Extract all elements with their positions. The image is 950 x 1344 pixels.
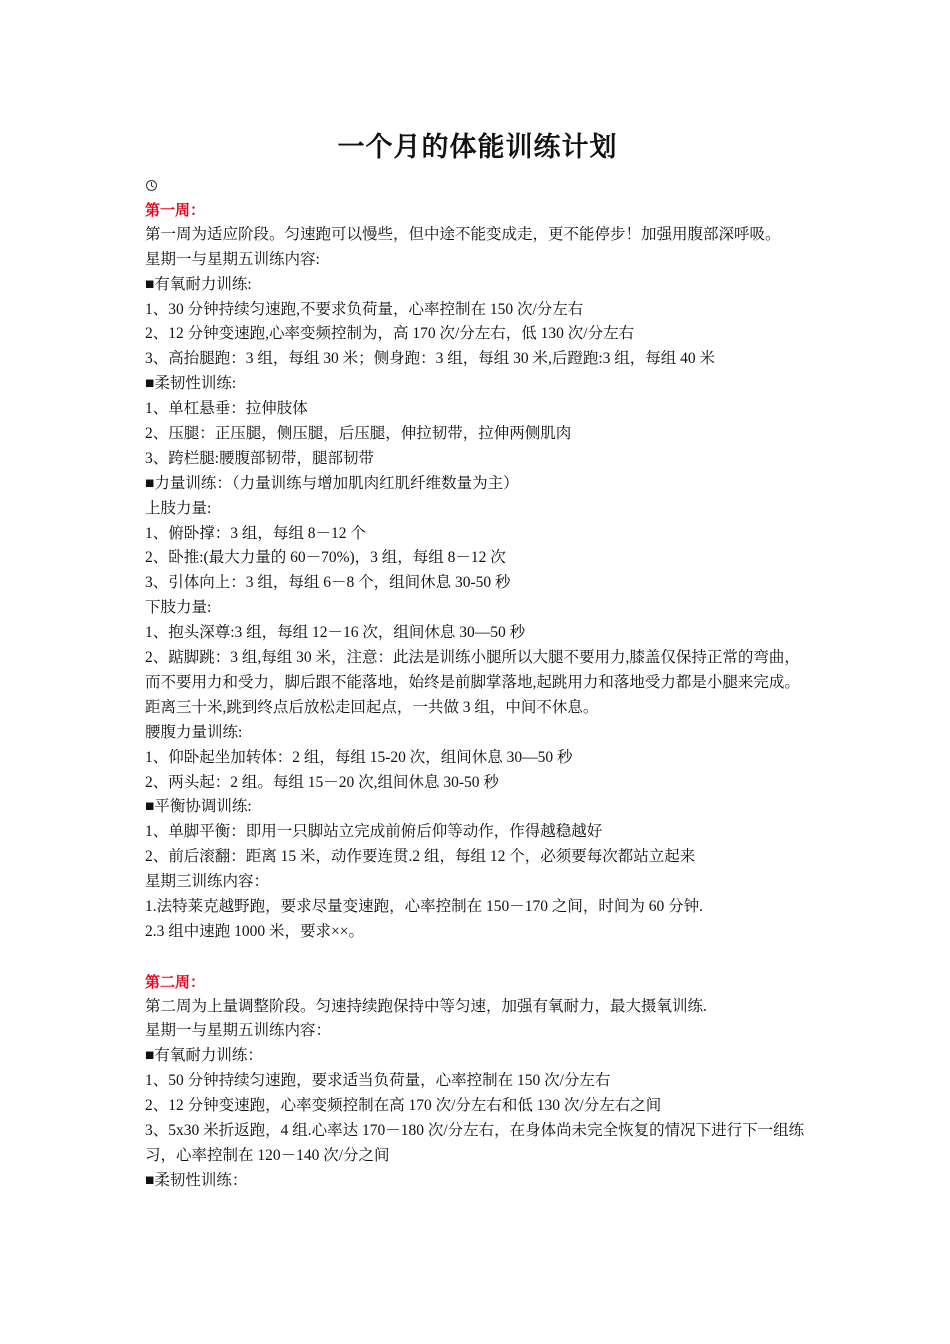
list-item: 1、50 分钟持续匀速跑，要求适当负荷量，心率控制在 150 次/分左右: [145, 1072, 611, 1090]
document-title: 一个月的体能训练计划: [337, 132, 618, 163]
paragraph: 星期一与星期五训练内容:: [145, 250, 320, 268]
list-item: 1、仰卧起坐加转体：2 组，每组 15-20 次，组间休息 30—50 秒: [145, 748, 573, 766]
list-item: 1.法特莱克越野跑，要求尽量变速跑，心率控制在 150－170 之间，时间为 60 分钟.: [145, 898, 704, 915]
section-label: ■力量训练：（力量训练与增加肌肉红肌纤维数量为主）: [145, 474, 519, 492]
list-item: 3、跨栏腿:腰腹部韧带，腿部韧带: [145, 449, 375, 467]
list-item: 1、单杠悬垂：拉伸肢体: [145, 400, 308, 418]
list-item: 3、高抬腿跑：3 组，每组 30 米；侧身跑：3 组，每组 30 米,后蹬跑:3 组，每组 40 米: [145, 350, 716, 368]
list-item: 3、引体向上：3 组，每组 6－8 个，组间休息 30-50 秒: [145, 574, 511, 592]
list-item: 1、单脚平衡：即用一只脚站立完成前俯后仰等动作，作得越稳越好: [145, 823, 603, 841]
paragraph: 星期三训练内容：: [145, 873, 270, 891]
paragraph: 第二周为上量调整阶段。匀速持续跑保持中等匀速，加强有氧耐力，最大摄氧训练.: [145, 997, 707, 1015]
clock-icon: [146, 180, 157, 191]
paragraph: 星期一与星期五训练内容：: [145, 1022, 332, 1040]
list-item: 2、卧推:(最大力量的 60－70%)，3 组，每组 8－12 次: [145, 549, 506, 567]
paragraph: 第一周为适应阶段。匀速跑可以慢些，但中途不能变成走，更不能停步！加强用腹部深呼吸。: [145, 225, 781, 243]
list-item: 3、5x30 米折返跑，4 组.心率达 170－180 次/分左右，在身体尚未完全恢复的情况下进行下一组练习，心率控制在 120－140 次/分之间: [145, 1122, 805, 1164]
week1-heading: 第一周：: [145, 201, 206, 219]
list-item: 2、压腿：正压腿，侧压腿，后压腿，伸拉韧带，拉伸两侧肌肉: [145, 425, 572, 443]
list-item: 1、抱头深尊:3 组，每组 12－16 次，组间休息 30—50 秒: [145, 624, 526, 642]
list-item: 2.3 组中速跑 1000 米，要求××。: [145, 922, 364, 940]
section-label: ■有氧耐力训练:: [145, 275, 252, 293]
section-label: ■柔韧性训练:: [145, 375, 237, 393]
paragraph: 腰腹力量训练:: [145, 723, 243, 741]
document-body: [145, 198, 810, 1194]
list-item: 2、两头起：2 组。每组 15－20 次,组间休息 30-50 秒: [145, 773, 499, 791]
section-label: ■柔韧性训练：: [145, 1171, 248, 1189]
section-label: ■有氧耐力训练：: [145, 1047, 263, 1065]
list-item: 2、12 分钟变速跑,心率变频控制为，高 170 次/分左右，低 130 次/分左右: [145, 325, 635, 343]
week2-heading: 第二周：: [145, 972, 206, 991]
spacer: [145, 945, 810, 970]
paragraph: 上肢力量:: [145, 499, 212, 517]
list-item: 1、俯卧撑：3 组，每组 8－12 个: [145, 524, 366, 542]
list-item: 2、踮脚跳：3 组,每组 30 米，注意：此法是训练小腿所以大腿不要用力,膝盖仅保持正常的弯曲，而不要用力和受力，脚后跟不能落地，始终是前脚掌落地,起跳用力和落地受力都是小腿来完成。距离三十米,跳到终点后放松走回起点，一共做 3 组，中间不休息。: [145, 649, 800, 716]
paragraph: 下肢力量:: [145, 599, 212, 617]
list-item: 2、12 分钟变速跑，心率变频控制在高 170 次/分左右和低 130 次/分左右之间: [145, 1097, 662, 1115]
list-item: 2、前后滚翻：距离 15 米，动作要连贯.2 组，每组 12 个，必须要每次都站立起来: [145, 848, 696, 866]
section-label: ■平衡协调训练:: [145, 798, 252, 816]
list-item: 1、30 分钟持续匀速跑,不要求负荷量，心率控制在 150 次/分左右: [145, 300, 584, 318]
